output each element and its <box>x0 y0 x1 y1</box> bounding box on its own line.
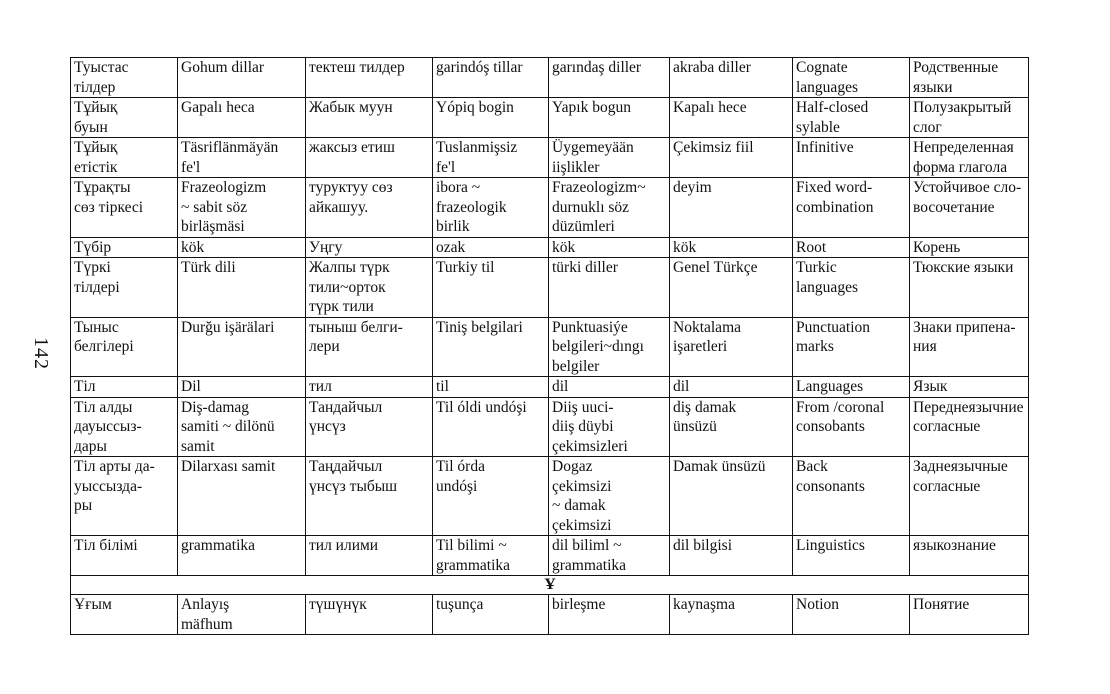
table-cell: Устойчивое сло- восочетание <box>910 178 1029 238</box>
table-cell: Тыныс белгілері <box>71 317 178 377</box>
table-cell: Ұғым <box>71 595 178 635</box>
table-cell: Yópiq bogin <box>433 98 549 138</box>
table-cell: түшүнүк <box>306 595 433 635</box>
table-cell: kaynaşma <box>670 595 793 635</box>
table-row <box>71 178 1029 238</box>
table-cell: Infinitive <box>793 138 910 178</box>
table-cell: Täsriflänmäyän fe'l <box>178 138 306 178</box>
table-cell: Gohum dillar <box>178 58 306 98</box>
table-cell: türki diller <box>549 258 670 318</box>
section-divider-row <box>71 576 1029 595</box>
table-cell: Üygemeyään iişlikler <box>549 138 670 178</box>
table-row <box>71 457 1029 536</box>
table-row <box>71 397 1029 457</box>
table-cell: Tiniş belgilari <box>433 317 549 377</box>
table-cell: Переднеязычние согласные <box>910 397 1029 457</box>
table-cell: Turkiy til <box>433 258 549 318</box>
table-cell: Punctuation marks <box>793 317 910 377</box>
table-row <box>71 317 1029 377</box>
table-cell: Непределенная форма глагола <box>910 138 1029 178</box>
table-cell: Тіл арты да- уыссызда- ры <box>71 457 178 536</box>
table-cell: til <box>433 377 549 398</box>
table-cell: Түбір <box>71 237 178 258</box>
table-cell: Kapalı hece <box>670 98 793 138</box>
table-cell: Язык <box>910 377 1029 398</box>
table-cell: Cognate languages <box>793 58 910 98</box>
table-cell: Dogaz çekimsizi ~ damak çekimsizi <box>549 457 670 536</box>
table-cell: dil <box>670 377 793 398</box>
table-row <box>71 237 1029 258</box>
table-cell: Turkic languages <box>793 258 910 318</box>
table-row <box>71 536 1029 576</box>
table-cell: тыныш белги- лери <box>306 317 433 377</box>
table-cell: Frazeologizm ~ sabit söz birläşmäsi <box>178 178 306 238</box>
table-cell: Тіл білімі <box>71 536 178 576</box>
table-cell: Родственные языки <box>910 58 1029 98</box>
table-cell: Түркі тілдері <box>71 258 178 318</box>
table-cell: ibora ~ frazeologik birlik <box>433 178 549 238</box>
table-cell: Back consonants <box>793 457 910 536</box>
table-cell: From /coronal consobants <box>793 397 910 457</box>
table-cell: Til bilimi ~ grammatika <box>433 536 549 576</box>
table-cell: Туыстас тілдер <box>71 58 178 98</box>
table-cell: kök <box>670 237 793 258</box>
table-cell: ozak <box>433 237 549 258</box>
table-cell: Genel Türkçe <box>670 258 793 318</box>
table-cell: Тұрақты сөз тіркесі <box>71 178 178 238</box>
table-cell: Заднеязычные согласные <box>910 457 1029 536</box>
table-cell: Уңгу <box>306 237 433 258</box>
table-cell: Gapalı heca <box>178 98 306 138</box>
table-cell: Notion <box>793 595 910 635</box>
table-cell: Anlayış mäfhum <box>178 595 306 635</box>
table-cell: Понятие <box>910 595 1029 635</box>
glossary-body <box>71 58 1029 635</box>
table-cell: Diş-damag samiti ~ dilönü samit <box>178 397 306 457</box>
table-cell: grammatika <box>178 536 306 576</box>
table-row <box>71 58 1029 98</box>
table-cell: Тіл алды дауыссыз- дары <box>71 397 178 457</box>
table-cell: Diiş uuci- diiş düybi çekimsizleri <box>549 397 670 457</box>
table-cell: Damak ünsüzü <box>670 457 793 536</box>
glossary-table <box>70 57 1029 635</box>
table-cell: dil biliml ~ grammatika <box>549 536 670 576</box>
table-cell: Linguistics <box>793 536 910 576</box>
table-cell: Til órda undóşi <box>433 457 549 536</box>
table-cell: Çekimsiz fiil <box>670 138 793 178</box>
table-row <box>71 258 1029 318</box>
table-cell: Тұйық етістік <box>71 138 178 178</box>
table-cell: garındaş diller <box>549 58 670 98</box>
table-cell: Жалпы түрк тили~орток түрк тили <box>306 258 433 318</box>
table-cell: Знаки припена- ния <box>910 317 1029 377</box>
table-cell: туруктуу сөз айкашуу. <box>306 178 433 238</box>
table-cell: Yapık bogun <box>549 98 670 138</box>
table-row <box>71 595 1029 635</box>
table-cell: diş damak ünsüzü <box>670 397 793 457</box>
table-cell: Noktalama işaretleri <box>670 317 793 377</box>
table-cell: тил илими <box>306 536 433 576</box>
table-cell: kök <box>178 237 306 258</box>
table-cell: жаксыз етиш <box>306 138 433 178</box>
table-cell: Frazeologizm~ durnuklı söz düzümleri <box>549 178 670 238</box>
section-letter: Ұ <box>71 576 1029 595</box>
table-cell: Тұйық буын <box>71 98 178 138</box>
table-cell: Жабык муун <box>306 98 433 138</box>
table-cell: Тіл <box>71 377 178 398</box>
table-cell: kök <box>549 237 670 258</box>
table-cell: Dil <box>178 377 306 398</box>
table-cell: Таңдайчыл үнсүз тыбыш <box>306 457 433 536</box>
table-cell: Fixed word- combination <box>793 178 910 238</box>
table-cell: языкознание <box>910 536 1029 576</box>
table-cell: Til óldi undóşi <box>433 397 549 457</box>
table-cell: тектеш тилдер <box>306 58 433 98</box>
table-cell: deyim <box>670 178 793 238</box>
table-cell: Корень <box>910 237 1029 258</box>
table-cell: birleşme <box>549 595 670 635</box>
table-row <box>71 98 1029 138</box>
table-cell: tuşunça <box>433 595 549 635</box>
table-row <box>71 138 1029 178</box>
table-cell: garindóş tillar <box>433 58 549 98</box>
table-cell: dil <box>549 377 670 398</box>
table-cell: Languages <box>793 377 910 398</box>
table-cell: Тюкские языки <box>910 258 1029 318</box>
table-cell: Тандайчыл үнсүз <box>306 397 433 457</box>
table-row <box>71 377 1029 398</box>
table-cell: Root <box>793 237 910 258</box>
table-cell: Полузакрытый слог <box>910 98 1029 138</box>
table-cell: Tuslanmişsiz fe'l <box>433 138 549 178</box>
table-cell: Türk dili <box>178 258 306 318</box>
table-cell: Punktuasiýe belgileri~dıngı belgiler <box>549 317 670 377</box>
table-cell: dil bilgisi <box>670 536 793 576</box>
table-cell: Dilarxası samit <box>178 457 306 536</box>
table-cell: Durğu işärälari <box>178 317 306 377</box>
table-cell: Half-closed sylable <box>793 98 910 138</box>
table-cell: тил <box>306 377 433 398</box>
table-cell: akraba diller <box>670 58 793 98</box>
page-number: 142 <box>30 337 52 370</box>
